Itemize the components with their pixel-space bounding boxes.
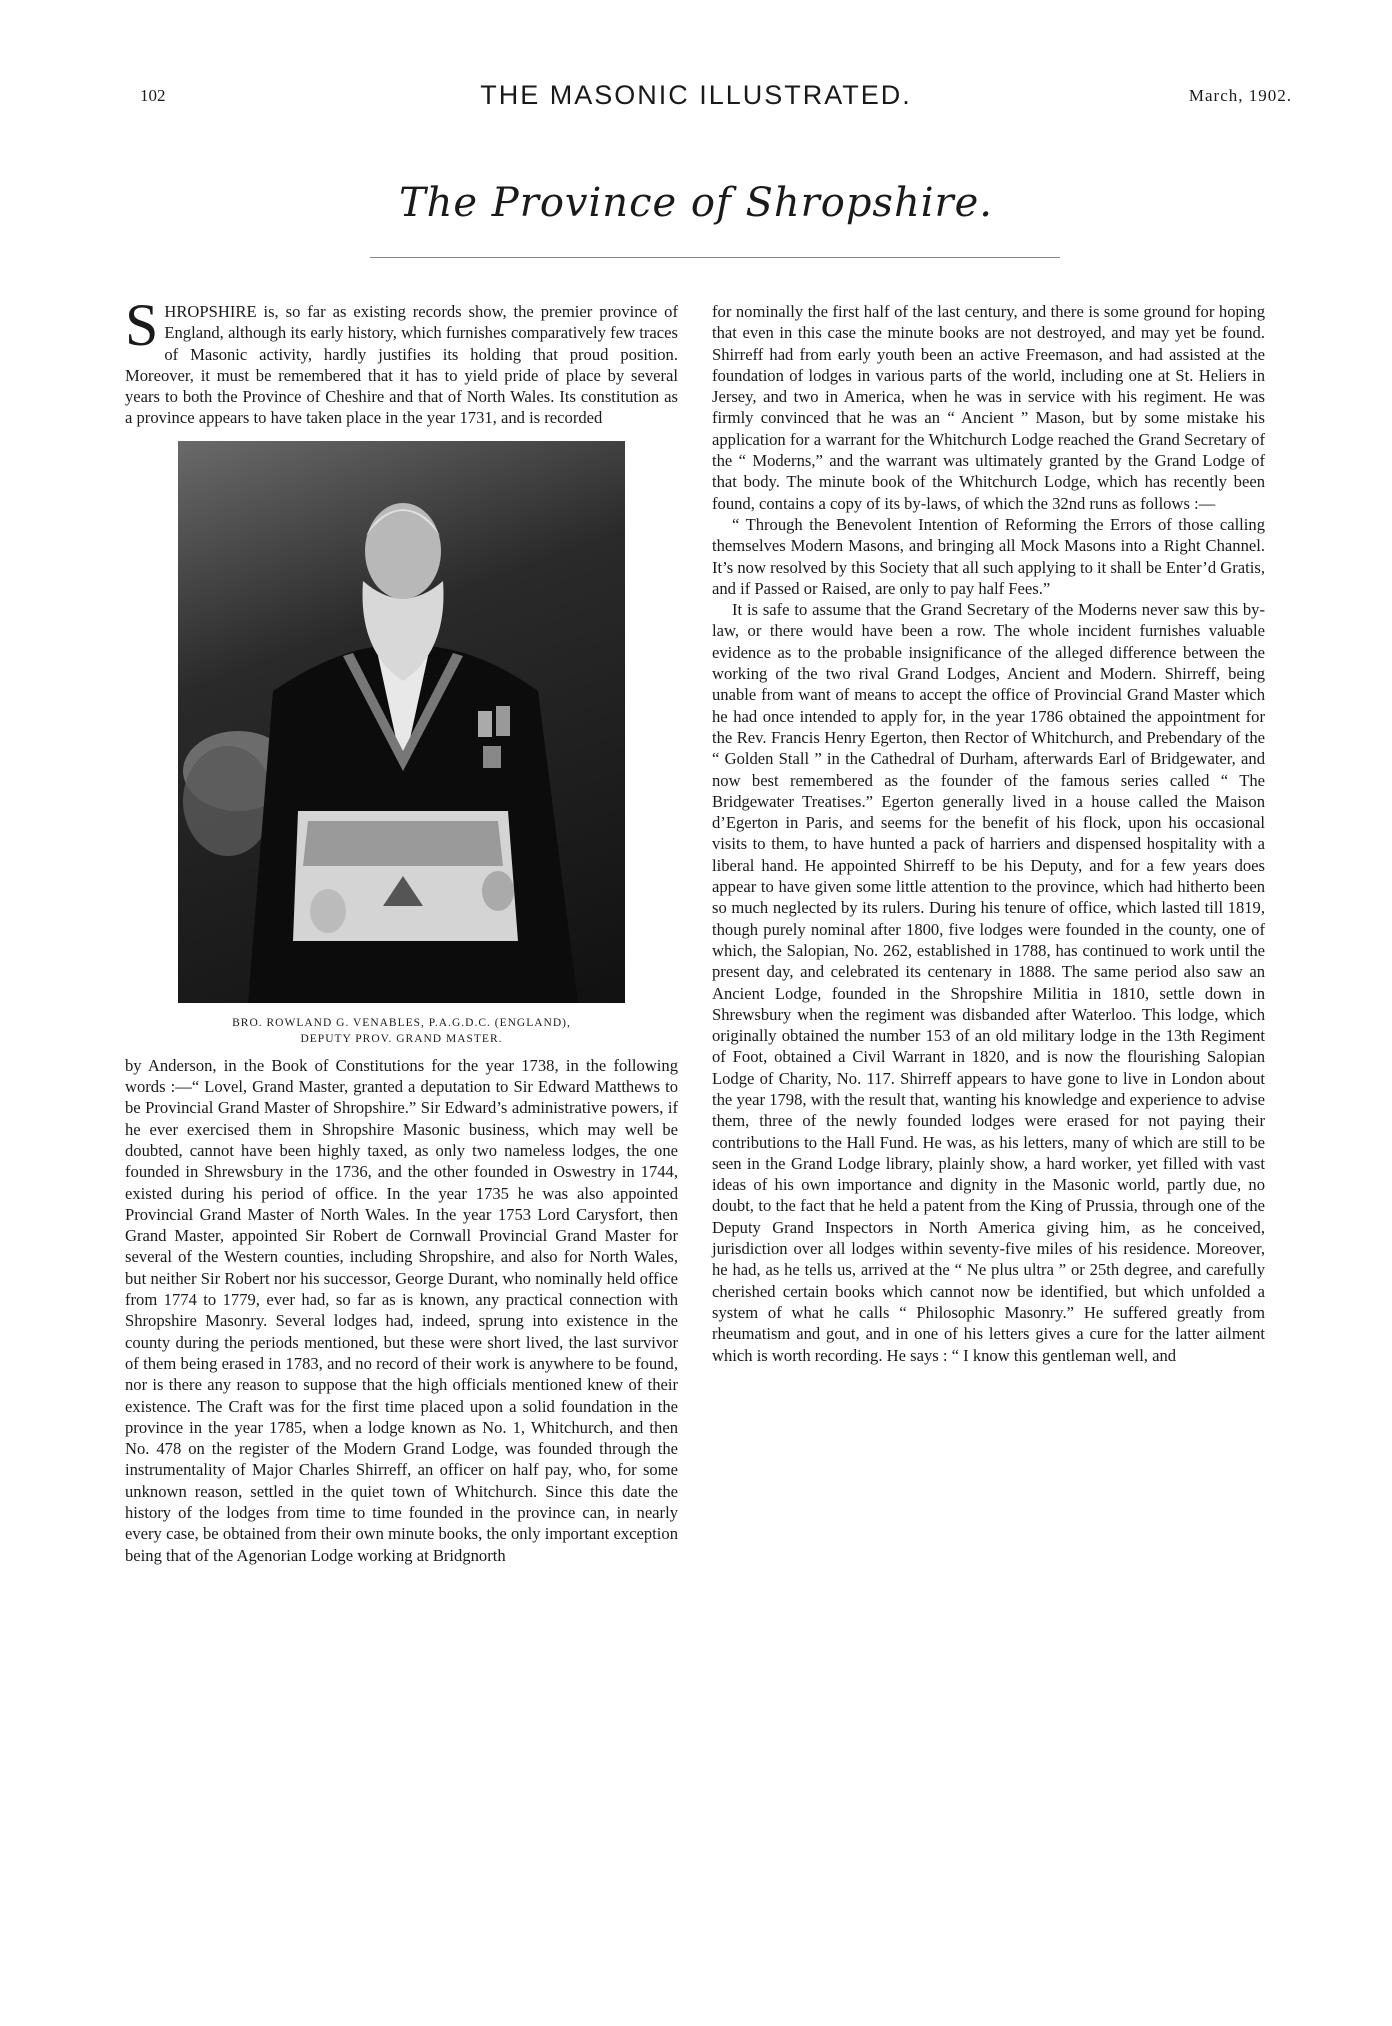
left-column [125, 292, 678, 1566]
caption-line: BRO. ROWLAND G. VENABLES, P.A.G.D.C. (ENGLAND), [232, 1016, 571, 1029]
page-header [100, 80, 1292, 120]
portrait-illustration [178, 441, 625, 1003]
page-number: 102 [140, 86, 166, 105]
paragraph [125, 292, 678, 429]
paragraph-text: HROPSHIRE is, so far as existing records show, the premier province of England, although its early history, which furnishes comparatively few traces of Masonic activity, hardly justifies its holding that proud position. Moreover, it must be remembered that it has to yield pride of place by several years to both the Province of Cheshire and that of North Wales. Its constitution as a province appears to have taken place in the year 1731, and is recorded [125, 302, 678, 428]
caption-line: DEPUTY PROV. GRAND MASTER. [300, 1032, 503, 1045]
paragraph: for nominally the first half of the last century, and there is some ground for hoping that even in this case the minute books are not destroyed, and may yet be found. Shirreff had from early youth been an active Freemason, and had assisted at the foundation of lodges in various parts of the world, including one at St. Heliers in Jersey, and two in America, when he was in service with his regiment. He was firmly convinced that he was an “ Ancient ” Mason, but by some mistake his application for a warrant for the Whitchurch Lodge reached the Grand Secretary of the “ Moderns,” and the warrant was ultimately granted by the Grand Lodge of that body. The minute book of the Whitchurch Lodge, which has recently been found, contains a copy of its by-laws, of which the 32nd runs as follows :— [712, 302, 1265, 513]
paragraph: It is safe to assume that the Grand Secretary of the Moderns never saw this by-law, or there would have been a row. The whole incident furnishes valuable evidence as to the probable insignificance of the alleged difference between the working of the two rival Grand Lodges, Ancient and Modern. Shirreff, being unable from want of means to accept the office of Provincial Grand Master which he had once intended to apply for, in the year 1786 obtained the appointment for the Rev. Francis Henry Egerton, then Rector of Whitchurch, and Prebendary of the “ Golden Stall ” in the Cathedral of Durham, afterwards Earl of Bridgewater, and now best remembered as the founder of the famous series called “ The Bridgewater Treatises.” Egerton generally lived in a house called the Maison d’Egerton in Paris, and seems for the benefit of his flock, upon his occasional visits to them, to have hunted a pack of harriers and dispensed hospitality with a liberal hand. He appointed Shirreff to be his Deputy, and for a few years does appear to have given some little attention to the province, which had hitherto been so much neglected by its rulers. During his tenure of office, which lasted till 1819, though purely nominal after 1800, five lodges were founded in the county, one of which, the Salopian, No. 262, established in 1788, has continued to work until the present day, and celebrated its centenary in 1888. The same period also saw an Ancient Lodge, founded in the Shropshire Militia in 1810, settle down in Shrewsbury when the regiment was disbanded after Waterloo. This lodge, which originally obtained the number 153 of an old military lodge in the 13th Regiment of Foot, obtained a Civil Warrant in 1820, and is now the flourishing Salopian Lodge of Charity, No. 117. Shirreff appears to have gone to live in London about the year 1798, with the result that, wanting his knowledge and experience to advise them, three of the newly founded lodges were erased for not paying their contributions to the Hall Fund. He was, as his letters, many of which are still to be seen in the Grand Lodge library, plainly show, a hard worker, yet filled with vast ideas of his own importance and dignity in the Masonic world, partly due, no doubt, to the fact that he held a patent from the King of Prussia, through one of the Deputy Grand Inspectors in North America giving him, as he conceived, jurisdiction over all lodges within seventy-five miles of his residence. Moreover, he had, as he tells us, arrived at the “ Ne plus ultra ” or 25th degree, and carefully cherished certain books which cannot now be identified, but which unfolded a system of what he calls “ Philosophic Masonry.” He suffered greatly from rheumatism and gout, and in one of his letters gives a cure for the latter ailment which is worth recording. He says : “ I know this gentleman well, and [712, 600, 1265, 1365]
paragraph: by Anderson, in the Book of Constitutions for the year 1738, in the following words :—“ Lovel, Grand Master, granted a deputation to Sir Edward Matthews to be Provincial Grand Master of Shropshire.” Sir Edward’s administrative powers, if he ever exercised them in Shropshire Masonic business, which may well be doubted, cannot have been highly taxed, as only two nameless lodges, the one founded in Shrewsbury in the 1736, and the other founded in Oswestry in 1744, existed during his period of office. In the year 1735 he was also appointed Provincial Grand Master of North Wales. In the year 1753 Lord Carysfort, then Grand Master, appointed Sir Robert de Cornwall Provincial Grand Master for several of the Western counties, including Shropshire, and also for North Wales, but neither Sir Robert nor his successor, George Durant, who nominally held office from 1774 to 1779, ever had, so far as is known, any practical connection with Shropshire Masonry. Several lodges had, indeed, sprung into existence in the county during the periods mentioned, but these were short lived, the last survivor of them being erased in 1783, and no record of their work is anywhere to be found, nor is there any reason to suppose that the high officials mentioned knew of their existence. The Craft was for the first time placed upon a solid foundation in the province in the year 1785, when a lodge known as No. 1, Whitchurch, and then No. 478 on the register of the Modern Grand Lodge, was founded through the instrumentality of Major Charles Shirreff, an officer on half pay, who, for some unknown reason, settled in the quiet town of Whitchurch. Since this date the history of the lodges from time to time founded in the province can, in nearly every case, be obtained from their own minute books, the only important exception being that of the Agenorian Lodge working at Bridgnorth [125, 1055, 678, 1565]
issue-date: March, 1902. [1188, 86, 1292, 105]
drop-cap: S [125, 292, 159, 358]
portrait-photo [178, 441, 625, 1003]
title-rule [370, 257, 1060, 258]
article-title: The Province of Shropshire. [398, 180, 994, 226]
photo-caption [125, 1015, 678, 1047]
quoted-bylaw: “ Through the Benevolent Intention of Reforming the Errors of those calling themselves Modern Masons, and bringing all Mock Masons into a Right Channel. It’s now resolved by this Society that all such applying to it shall be Enter’d Gratis, and if Passed or Raised, are only to pay half Fees.” [712, 514, 1265, 598]
magazine-title: THE MASONIC ILLUSTRATED. [480, 80, 912, 110]
right-column [712, 301, 1265, 1366]
portrait-figure [125, 441, 678, 1047]
